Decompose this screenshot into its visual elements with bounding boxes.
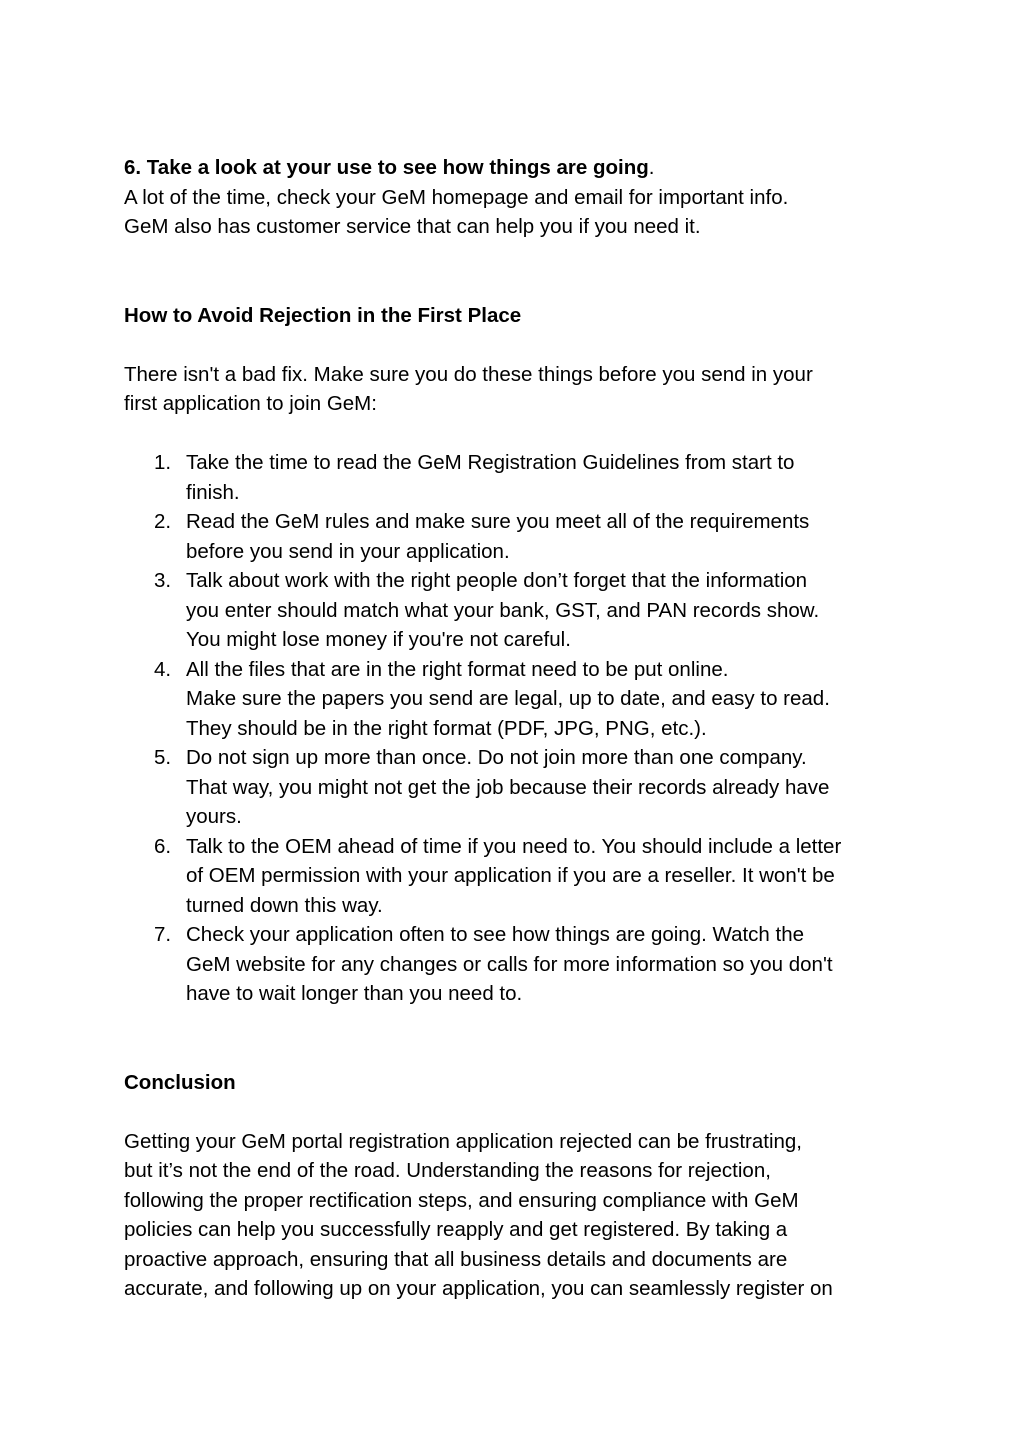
list-item-line: Talk about work with the right people don’t forget that the information: [186, 569, 808, 592]
conclusion-heading: Conclusion: [124, 1070, 236, 1094]
section6-line-2: GeM also has customer service that can help you if you need it.: [124, 215, 701, 238]
list-item-line: You might lose money if you're not careful.: [186, 628, 571, 651]
conclusion-line: Getting your GeM portal registration application rejected can be frustrating,: [124, 1129, 802, 1153]
list-item-line: Make sure the papers you send are legal, up to date, and easy to read.: [186, 687, 830, 710]
document-page: [124, 153, 914, 1304]
conclusion-line: but it’s not the end of the road. Understanding the reasons for rejection,: [124, 1159, 771, 1182]
list-item-line: Talk to the OEM ahead of time if you need to. You should include a letter: [186, 834, 842, 858]
avoid-rejection-heading: How to Avoid Rejection in the First Place: [124, 303, 522, 327]
list-item-number: 1.: [154, 451, 172, 474]
list-item-number: 6.: [154, 834, 172, 858]
spacer: [124, 330, 914, 360]
avoid-intro-line-1: There isn't a bad fix. Make sure you do these things before you send in your: [124, 362, 813, 386]
list-item-line: turned down this way.: [186, 893, 383, 917]
list-item-line: All the files that are in the right format need to be put online.: [186, 657, 729, 681]
conclusion-line: following the proper rectification steps, and ensuring compliance with GeM: [124, 1188, 799, 1212]
list-item-line: yours.: [186, 805, 242, 828]
list-item-number: 2.: [154, 510, 172, 533]
list-item-line: That way, you might not get the job because their records already have: [186, 775, 830, 799]
list-item: [124, 507, 914, 566]
section6-heading-line: [124, 153, 914, 183]
section6-heading-period: .: [648, 156, 655, 179]
list-item-number: 4.: [154, 657, 172, 681]
list-item-line: you enter should match what your bank, GST, and PAN records show.: [186, 598, 820, 622]
list-item: [124, 743, 914, 832]
list-item: [124, 655, 914, 744]
list-item: [124, 448, 914, 507]
section6-line-1: A lot of the time, check your GeM homepage and email for important info.: [124, 185, 789, 209]
spacer: [124, 242, 914, 301]
list-item-line: before you send in your application.: [186, 539, 510, 563]
avoid-intro-line-2: first application to join GeM:: [124, 392, 377, 415]
list-item-number: 7.: [154, 923, 172, 946]
spacer: [124, 1009, 914, 1068]
conclusion-line: proactive approach, ensuring that all business details and documents are: [124, 1247, 788, 1271]
list-item-line: of OEM permission with your application if you are a reseller. It won't be: [186, 864, 835, 887]
conclusion-line: accurate, and following up on your application, you can seamlessly register on: [124, 1277, 833, 1300]
list-item-line: Read the GeM rules and make sure you meet all of the requirements: [186, 510, 810, 533]
list-item-line: finish.: [186, 480, 240, 504]
spacer: [124, 1097, 914, 1127]
list-item: [124, 832, 914, 921]
list-item-line: Check your application often to see how things are going. Watch the: [186, 923, 805, 946]
list-item-line: Take the time to read the GeM Registration Guidelines from start to: [186, 451, 795, 474]
section6-heading: 6. Take a look at your use to see how things are going: [124, 156, 649, 179]
list-item-number: 3.: [154, 569, 172, 592]
conclusion-line: policies can help you successfully reapply and get registered. By taking a: [124, 1218, 788, 1241]
avoid-steps-list: [124, 448, 914, 1009]
spacer: [124, 419, 914, 449]
list-item-line: They should be in the right format (PDF, JPG, PNG, etc.).: [186, 716, 707, 740]
list-item-line: GeM website for any changes or calls for more information so you don't: [186, 952, 833, 976]
list-item-number: 5.: [154, 746, 172, 769]
list-item: [124, 566, 914, 655]
list-item: [124, 920, 914, 1009]
list-item-line: have to wait longer than you need to.: [186, 982, 523, 1005]
list-item-line: Do not sign up more than once. Do not join more than one company.: [186, 746, 807, 769]
